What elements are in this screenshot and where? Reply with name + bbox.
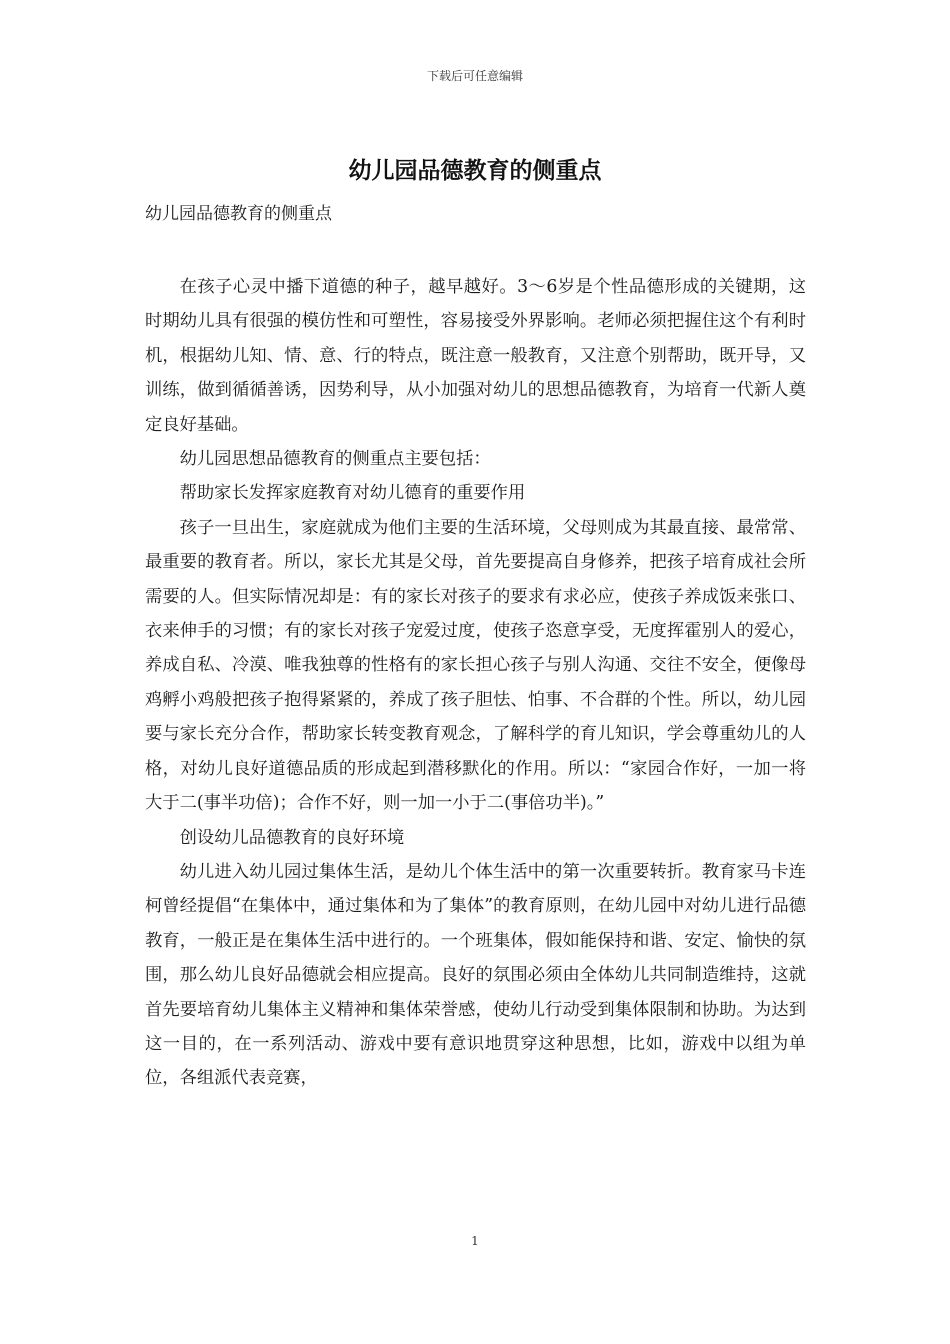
paragraph-intro: 在孩子心灵中播下道德的种子，越早越好。3～6岁是个性品德形成的关键期，这时期幼儿具有很强的模仿性和可塑性，容易接受外界影响。老师必须把握住这个有利时机，根据幼儿知、情、意、行的特点，既注意一般教育，又注意个别帮助，既开导，又训练，做到循循善诱，因势利导，从小加强对幼儿的思想品德教育，为培育一代新人奠定良好基础。 [145,277,806,435]
document-subtitle: 幼儿园品德教育的侧重点 [145,204,332,224]
paragraph-family-education: 孩子一旦出生，家庭就成为他们主要的生活环境，父母则成为其最直接、最常常、最重要的教育者。所以，家长尤其是父母，首先要提高自身修养，把孩子培育成社会所需要的人。但实际情况却是：有的家长对孩子的要求有求必应，使孩子养成饭来张口、衣来伸手的习惯；有的家长对孩子宠爱过度，使孩子恣意享受，无度挥霍别人的爱心，养成自私、冷漠、唯我独尊的性格有的家长担心孩子与别人沟通、交往不安全，便像母鸡孵小鸡般把孩子抱得紧紧的，养成了孩子胆怯、怕事、不合群的个性。所以，幼儿园要与家长充分合作，帮助家长转变教育观念，了解科学的育儿知识，学会尊重幼儿的人格，对幼儿良好道德品质的形成起到潜移默化的作用。所以：“家园合作好，一加一将大于二(事半功倍)；合作不好，则一加一小于二(事倍功半)。” [145,517,806,814]
section-heading-family-education: 帮助家长发挥家庭教育对幼儿德育的重要作用 [179,483,526,504]
paragraph-key-points-lead: 幼儿园思想品德教育的侧重点主要包括： [179,449,491,470]
paragraph-good-environment: 幼儿进入幼儿园过集体生活，是幼儿个体生活中的第一次重要转折。教育家马卡连柯曾经提倡“在集体中，通过集体和为了集体”的教育原则，在幼儿园中对幼儿进行品德教育，一般正是在集体生活中进行的。一个班集体，假如能保持和谐、安定、愉快的氛围，那么幼儿良好品德就会相应提高。良好的氛围必须由全体幼儿共同制造维持，这就首先要培育幼儿集体主义精神和集体荣誉感，使幼儿行动受到集体限制和协助。为达到这一目的，在一系列活动、游戏中要有意识地贯穿这种思想，比如，游戏中以组为单位，各组派代表竞赛， [145,861,806,1089]
document-body [145,270,806,1096]
section-heading-good-environment: 创设幼儿品德教育的良好环境 [179,827,405,848]
page-number: 1 [471,1234,479,1248]
document-title: 幼儿园品德教育的侧重点 [348,157,602,184]
page-header-note: 下载后可任意编辑 [426,69,523,83]
